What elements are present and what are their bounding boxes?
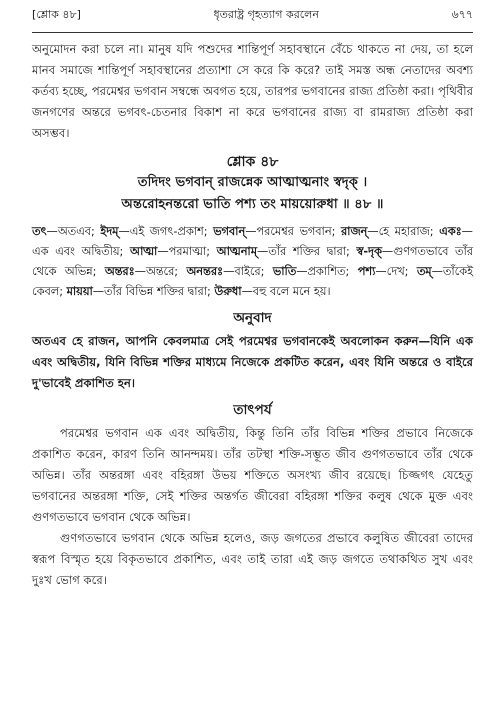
- page-number: ৬৭৭: [451, 8, 473, 21]
- synonym-meaning: তাঁর শক্তির দ্বারা: [268, 245, 347, 258]
- synonym-meaning: এই জগৎ-প্রকাশ: [129, 225, 204, 238]
- synonym-meaning: এক এবং অদ্বিতীয়: [32, 245, 120, 258]
- synonym-meaning: অন্তরে: [145, 265, 175, 278]
- synonym-word: আত্মনাম্: [216, 245, 257, 258]
- purport-paragraph-1: পরমেশ্বর ভগবান এক এবং অদ্বিতীয়, কিন্তু তিনি তাঁর বিভিন্ন শক্তির প্রভাবে নিজেকে প্রকাশিত করেন, কারণ তিনি আনন্দময়। তাঁর তটস্থা শক্তি-সম্ভূত জীব গুণগতভাবে তাঁর থেকে অভিন্ন। তাঁর অন্তরঙ্গা এবং বহিরঙ্গা উভয় শক্তিতে অসংখ্য জীব রয়েছে। চিজ্জগৎ যেহেতু ভগবানের অন্তরঙ্গা শক্তি, সেই শক্তির অন্তর্গত জীবেরা বহিরঙ্গা শক্তির কলুষ থেকে মুক্ত এবং গুণগতভাবে ভগবান থেকে অভিন্ন।: [32, 426, 473, 524]
- verse-line-2: অন্তরোহনন্তরো ভাতি পশ্য তং মায়য়োরুধা ॥ ৪৮ ॥: [121, 197, 384, 212]
- synonym-meaning: হে মহারাজ: [378, 225, 430, 238]
- translation-title: অনুবাদ: [233, 310, 272, 326]
- synonym-word: ইদম্: [100, 225, 119, 238]
- synonyms-paragraph: তৎ—অতএব; ইদম্—এই জগৎ-প্রকাশ; ভগবান্—পরমেশ্বর ভগবান; রাজন্—হে মহারাজ; একঃ—এক এবং অদ্বিতীয়; আত্মা—পরমাত্মা; আত্মনাম্—তাঁর শক্তির দ্বারা; স্ব-দৃক্—গুণগতভাবে তাঁর থেকে অভিন্ন; অন্তরঃ—অন্তরে; অনন্তরঃ—বাইরে; ভাতি—প্রকাশিত; পশ্য—দেখ; তম্—তাঁকেই কেবল; মায়য়া—তাঁর বিভিন্ন শক্তির দ্বারা; উরুধা—বহু বলে মনে হয়।: [32, 225, 473, 298]
- synonym-word: ভগবান্: [213, 225, 246, 238]
- purport-paragraph-2: গুণগতভাবে ভগবান থেকে অভিন্ন হলেও, জড় জগতের প্রভাবে কলুষিত জীবেরা তাদের স্বরূপ বিস্মৃত হয়ে বিকৃতভাবে প্রকাশিত, এবং তাই তারা এই জড় জগতে তথাকথিত সুখ এবং দুঃখ ভোগ করে।: [32, 531, 473, 587]
- synonym-word: স্ব-দৃক্: [356, 245, 382, 258]
- synonym-meaning: বাইরে: [234, 265, 261, 278]
- intro-paragraph: অনুমোদন করা চলে না। মানুষ যদি পশুদের শান্তিপূর্ণ সহাবস্থানে বেঁচে থাকতে না দেয়, তা হলে মানব সমাজে শান্তিপূর্ণ সহাবস্থানের প্রত্যাশা সে করে কি করে? তাই সমস্ত অন্ধ নেতাদের অবশ্য কর্তব্য হচ্ছে, পরমেশ্বর ভগবান সম্বন্ধে অবগত হয়ে, তারপর ভগবানের রাজ্য প্রতিষ্ঠা করা। পৃথিবীর জনগণের অন্তরে ভগবৎ-চেতনার বিকাশ না করে ভগবানের রাজ্য বা রামরাজ্য প্রতিষ্ঠা করা অসম্ভব।: [32, 42, 473, 140]
- chapter-title: ধৃতরাষ্ট্র গৃহত্যাগ করলেন: [213, 8, 319, 21]
- synonym-meaning: গুণগতভাবে তাঁর থেকে অভিন্ন: [32, 245, 473, 278]
- synonym-word: অনন্তরঃ: [186, 265, 224, 278]
- synonym-word: পশ্য: [357, 265, 376, 278]
- synonym-word: অন্তরঃ: [104, 265, 135, 278]
- synonym-word: ভাতি: [272, 265, 297, 278]
- synonym-meaning: প্রকাশিত: [307, 265, 346, 278]
- synonym-meaning: বহু বলে মনে হয়।: [252, 285, 331, 298]
- verse-heading: শ্লোক ৪৮: [226, 154, 279, 170]
- synonym-word: তম্: [416, 265, 432, 278]
- synonym-word: একঃ: [439, 225, 462, 238]
- synonym-word: মায়য়া: [66, 285, 93, 298]
- verse-reference: [শ্লোক ৪৮]: [32, 8, 81, 21]
- synonym-word: তৎ: [32, 225, 47, 238]
- synonym-meaning: অতএব: [57, 225, 91, 238]
- verse-line-1: তদিদং ভগবান্ রাজন্নেক আত্মাত্মনাং স্বদৃক্ ।: [137, 175, 368, 190]
- synonym-meaning: তাঁর বিভিন্ন শক্তির দ্বারা: [104, 285, 207, 298]
- synonym-meaning: পরমাত্মা: [168, 245, 207, 258]
- purport-title: তাৎপর্য: [233, 402, 272, 418]
- page-header: [32, 0, 473, 30]
- translation-text: অতএব হে রাজন, আপনি কেবলমাত্র সেই পরমেশ্বর ভগবানকেই অবলোকন করুন—যিনি এক এবং অদ্বিতীয়, যিনি বিভিন্ন শক্তির মাধ্যমে নিজেকে প্রকটিত করেন, এবং যিনি অন্তরে ও বাইরে দু'ভাবেই প্রকাশিত হন।: [32, 334, 473, 390]
- synonym-meaning: দেখ: [386, 265, 405, 278]
- synonym-meaning: পরমেশ্বর ভগবান: [256, 225, 332, 238]
- synonym-meaning: তাঁকেই কেবল: [32, 265, 473, 298]
- synonym-word: আত্মা: [129, 245, 158, 258]
- header-rule: [32, 32, 473, 33]
- synonym-word: রাজন্: [340, 225, 368, 238]
- synonym-word: উরুধা: [214, 285, 242, 298]
